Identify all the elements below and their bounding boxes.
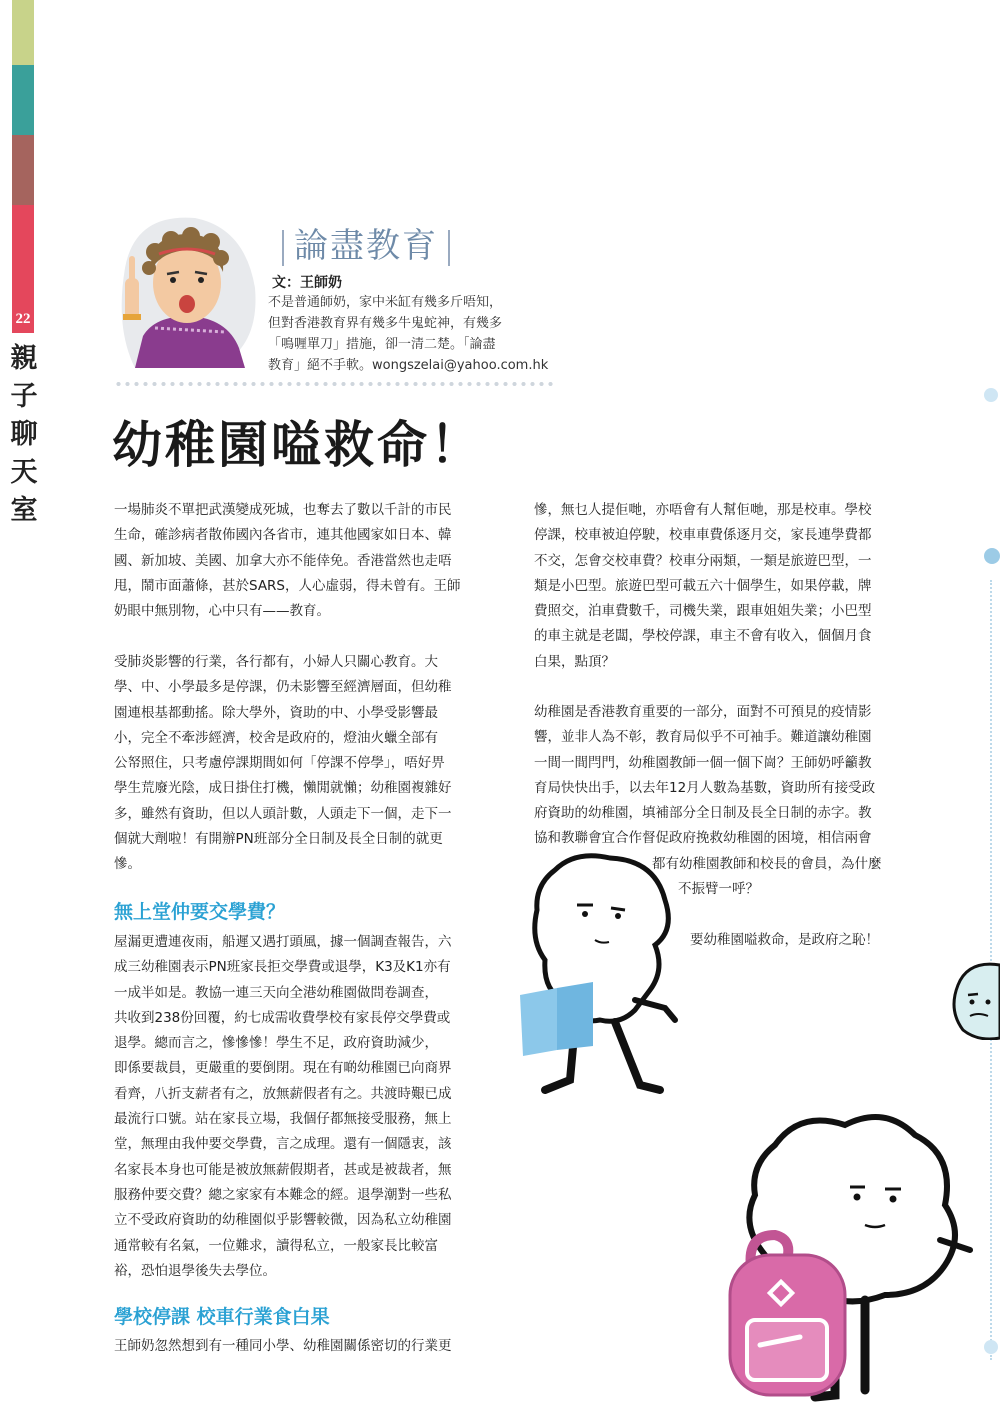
bio-line: 但對香港教育界有幾多牛鬼蛇神，有幾多 [268,316,503,331]
text-line: 成三幼稚園表示PN班家長拒交學費或退學，K3及K1亦有 [114,959,451,976]
color-tab-teal [12,65,34,135]
left-para-2 [114,650,498,878]
section-title-char: 子 [10,381,38,412]
text-line: 立不受政府資助的幼稚園似乎影響較微，因為私立幼稚園 [114,1212,452,1229]
text-line: 一場肺炎不單把武漢變成死城，也奪去了數以千計的市民 [114,502,452,518]
cartoon-peeking [948,960,1000,1040]
text-line: 都有幼稚園教師和校長的會員，為什麼 [652,856,882,872]
text-line: 奶眼中無別物，心中只有——教育。 [114,603,330,620]
section-title-char: 天 [10,457,38,488]
text-line: 不交，怎會交校車費？校車分兩類，一類是旅遊巴型，一 [534,552,872,569]
text-line: 名家長本身也可能是被放無薪假期者，甚或是被裁者，無 [114,1161,452,1178]
text-line: 共收到238份回覆，約七成需收費學校有家長停交學費或 [114,1009,451,1026]
text-line: 堂，無理由我仲要交學費，言之成理。還有一個隱衷，該 [114,1136,452,1153]
section-title [10,340,38,530]
author-bio [268,292,558,376]
text-line: 看齊，八折支薪者有之，放無薪假者有之。共渡時艱已成 [114,1085,452,1102]
margin-dot [984,388,998,402]
page-number: 22 [15,311,31,327]
text-line: 的車主就是老闆，學校停課，車主不會有收入，個個月食 [534,628,872,645]
text-line: 協和教聯會宜合作督促政府挽救幼稚園的困境，相信兩會 [534,830,872,847]
author-byline: 文：王師奶 [272,275,342,291]
text-line: 園連根基都動搖。除大學外，資助的中、小學受影響最 [114,704,438,721]
text-line: 國、新加坡、美國、加拿大亦不能倖免。香港當然也走唔 [114,552,452,569]
text-line: 甩，鬧市面蕭條，甚於SARS，人心虛弱，得未曾有。王師 [114,577,461,594]
color-tab-brown [12,135,34,205]
text-line: 費照交，泊車費數千，司機失業，跟車姐姐失業；小巴型 [534,603,872,620]
text-line: 小，完全不牽涉經濟，校舍是政府的，燈油火蠟全部有 [114,729,438,746]
text-line: 停課，校車被迫停駛，校車車費係逐月交，家長連學費都 [534,527,872,544]
bio-line: 「鳴喱單刀」措施，卻一清二楚。「論盡 [268,337,496,352]
text-line: 屋漏更遭連夜雨，船遲又遇打頭風，據一個調查報告，六 [114,934,452,950]
bio-line: 教育」絕不手軟。wongszelai@yahoo.com.hk [268,358,549,373]
subheading-school-bus: 學校停課 校車行業食白果 [114,1306,330,1328]
text-line: 慘，無乜人提佢哋，亦唔會有人幫佢哋，那是校車。學校 [534,502,872,518]
text-line: 王師奶忽然想到有一種同小學、幼稚園關係密切的行業更 [114,1338,452,1354]
title-bar-right [448,230,450,266]
article-headline: 幼稚園嗌救命！ [112,415,483,474]
column-title [272,226,460,266]
text-line: 最流行口號。站在家長立場，我個仔都無接受服務，無上 [114,1111,452,1128]
margin-dot [984,548,1000,564]
text-line: 公帑照住，只考慮停課期間如何「停課不停學」，唔好畀 [114,755,445,772]
text-line: 響，並非人為不彰，教育局似乎不可袖手。難道讓幼稚園 [534,729,872,746]
section-title-char: 親 [10,343,38,374]
column-name: 論盡教育 [294,226,438,266]
text-line: 不振臂一呼？ [678,881,759,898]
text-line: 服務仲要交費？總之家家有本難念的經。退學潮對一些私 [114,1186,452,1203]
text-line: 學、中、小學最多是停課，仍未影響至經濟層面，但幼稚 [114,679,452,696]
text-line: 退學。總而言之，慘慘慘！學生不足，政府資助減少， [114,1035,438,1052]
text-line: 多，雖然有資助，但以人頭計數，人頭走下一個，走下一 [114,805,452,822]
right-para-1 [534,498,916,675]
text-line: 府資助的幼稚園，填補部分全日制及長全日制的赤字。教 [534,805,872,822]
right-para-2-tail [652,852,922,903]
dotted-divider [114,381,554,387]
text-line: 類是小巴型。旅遊巴型可載五六十個學生，如果停載，牌 [534,577,872,594]
color-tab-green [12,0,34,65]
left-para-3 [114,930,498,1284]
text-line: 育局快快出手，以去年12月人數為基數，資助所有接受政 [534,779,876,796]
text-line: 一成半如是。教協一連三天向全港幼稚園做問卷調查， [114,984,438,1001]
text-line: 即係要裁員，更嚴重的要倒閉。現在有啲幼稚園已向商界 [114,1060,452,1077]
text-line: 生命，確診病者散佈國內各省市，連其他國家如日本、韓 [114,527,452,544]
closing-line: 要幼稚園嗌救命，是政府之恥！ [690,932,879,948]
section-title-char: 室 [10,495,38,526]
text-line: 個就大劑啦！有開辦PN班部分全日制及長全日制的就更 [114,831,443,848]
text-line: 幼稚園是香港教育重要的一部分，面對不可預見的疫情影 [534,704,872,720]
author-portrait-illustration [115,208,260,378]
left-para-4 [114,1334,498,1359]
text-line: 通常較有名氣，一位難求，讀得私立，一般家長比較富 [114,1237,438,1254]
right-para-2 [534,700,916,852]
text-line: 慘。 [114,856,141,873]
text-line: 裕，恐怕退學後失去學位。 [114,1262,276,1279]
cartoon-reading-book [515,850,685,1120]
text-line: 一間一間閂門，幼稚園教師一個一個下崗？王師奶呼籲教 [534,754,872,771]
text-line: 學生荒廢光陰，成日掛住打機，懶閒就懶；幼稚園複雜好 [114,780,452,797]
text-line: 白果，點頂？ [534,653,615,670]
margin-dot [984,1340,998,1354]
section-title-char: 聊 [10,419,38,450]
cartoon-with-backpack [725,1105,975,1405]
title-bar-left [282,230,284,266]
text-line: 受肺炎影響的行業，各行都有，小婦人只關心教育。大 [114,654,438,670]
left-para-1 [114,498,498,624]
bio-line: 不是普通師奶，家中米缸有幾多斤唔知， [268,295,503,310]
subheading-tuition: 無上堂仲要交學費？ [114,901,286,923]
